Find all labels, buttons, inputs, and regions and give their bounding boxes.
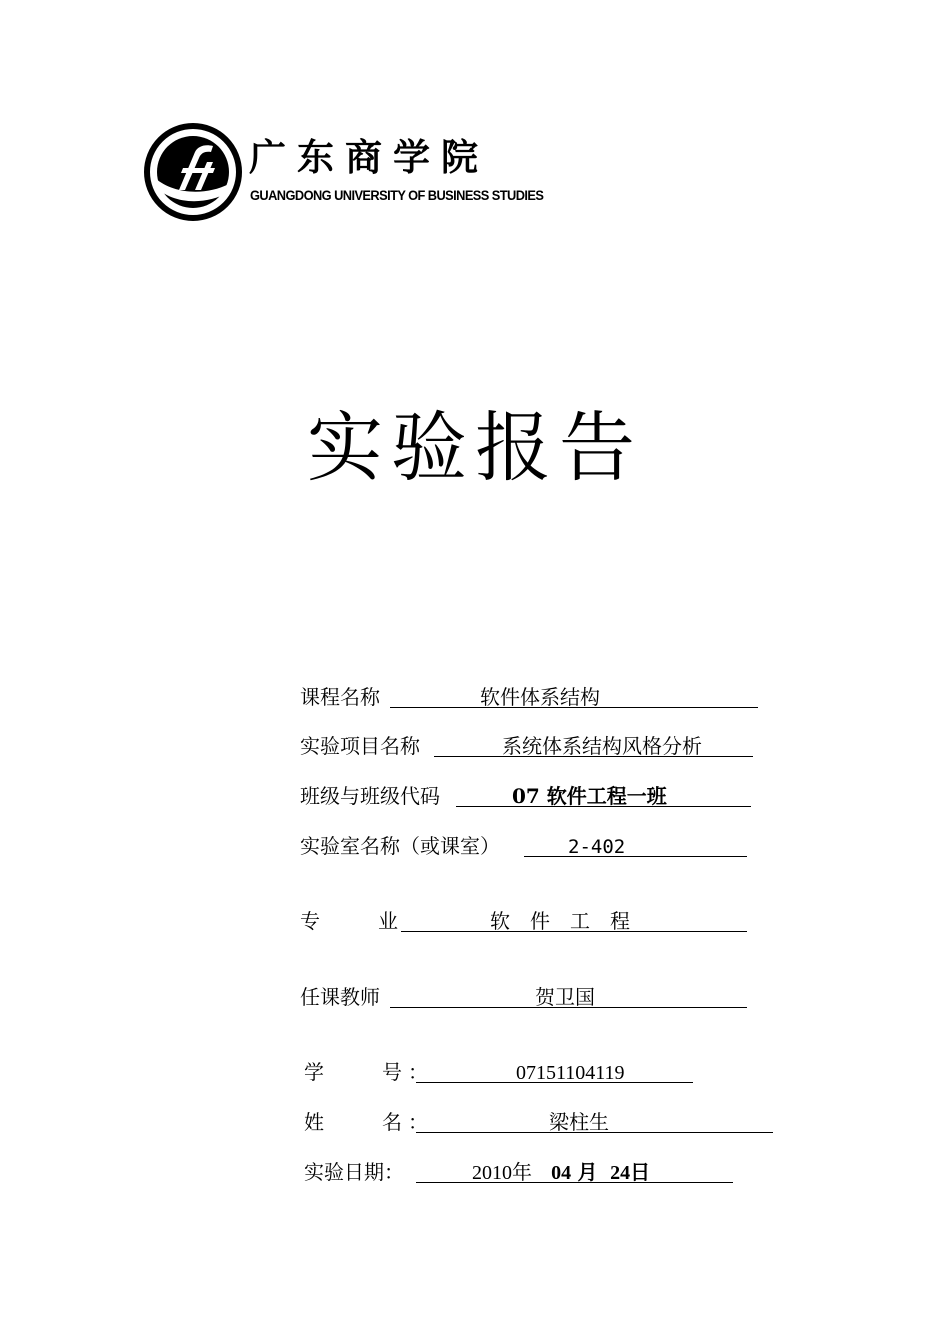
teacher-value: 贺卫国 xyxy=(535,985,595,1009)
project-label: 实验项目名称 xyxy=(300,734,420,758)
university-logo xyxy=(143,122,563,226)
project-value: 系统体系结构风格分析 xyxy=(502,734,702,758)
student-id-value: 07151104119 xyxy=(516,1062,625,1084)
date-month: 04 xyxy=(551,1162,572,1184)
university-name-en: GUANGDONG UNIVERSITY OF BUSINESS STUDIES xyxy=(250,188,544,203)
project-row xyxy=(300,733,760,763)
lab-label: 实验室名称（或课室） xyxy=(300,834,500,858)
date-year-unit: 年 xyxy=(512,1160,532,1184)
lab-field xyxy=(524,830,747,857)
major-label: 专 业 xyxy=(300,909,404,933)
major-row xyxy=(300,908,760,938)
student-id-row xyxy=(304,1059,774,1089)
name-value: 梁柱生 xyxy=(549,1110,609,1134)
class-label: 班级与班级代码 xyxy=(300,784,440,808)
lab-value: 2-402 xyxy=(568,836,626,858)
course-label: 课程名称 xyxy=(300,685,380,709)
course-value: 软件体系结构 xyxy=(480,685,600,709)
student-id-label: 学 号： xyxy=(304,1060,434,1084)
name-row xyxy=(304,1109,774,1139)
date-day-unit: 日 xyxy=(630,1160,651,1184)
class-value: 07 软件工程一班 xyxy=(512,784,667,808)
date-label: 实验日期： xyxy=(304,1160,404,1184)
name-label: 姓 名： xyxy=(304,1110,434,1134)
course-row xyxy=(300,684,760,714)
teacher-label: 任课教师 xyxy=(300,985,380,1009)
date-year: 2010 xyxy=(472,1162,512,1184)
report-title: 实验报告 xyxy=(307,403,643,492)
lab-row xyxy=(300,833,760,863)
date-row xyxy=(304,1159,774,1189)
date-value xyxy=(472,1156,650,1185)
university-emblem-icon xyxy=(143,122,243,222)
class-row xyxy=(300,783,760,813)
major-value: 软 件 工 程 xyxy=(490,909,630,933)
date-month-unit: 月 xyxy=(577,1160,598,1184)
teacher-row xyxy=(300,984,760,1014)
university-name-cn: 广东商学院 xyxy=(249,136,489,179)
date-day: 24 xyxy=(610,1162,631,1184)
